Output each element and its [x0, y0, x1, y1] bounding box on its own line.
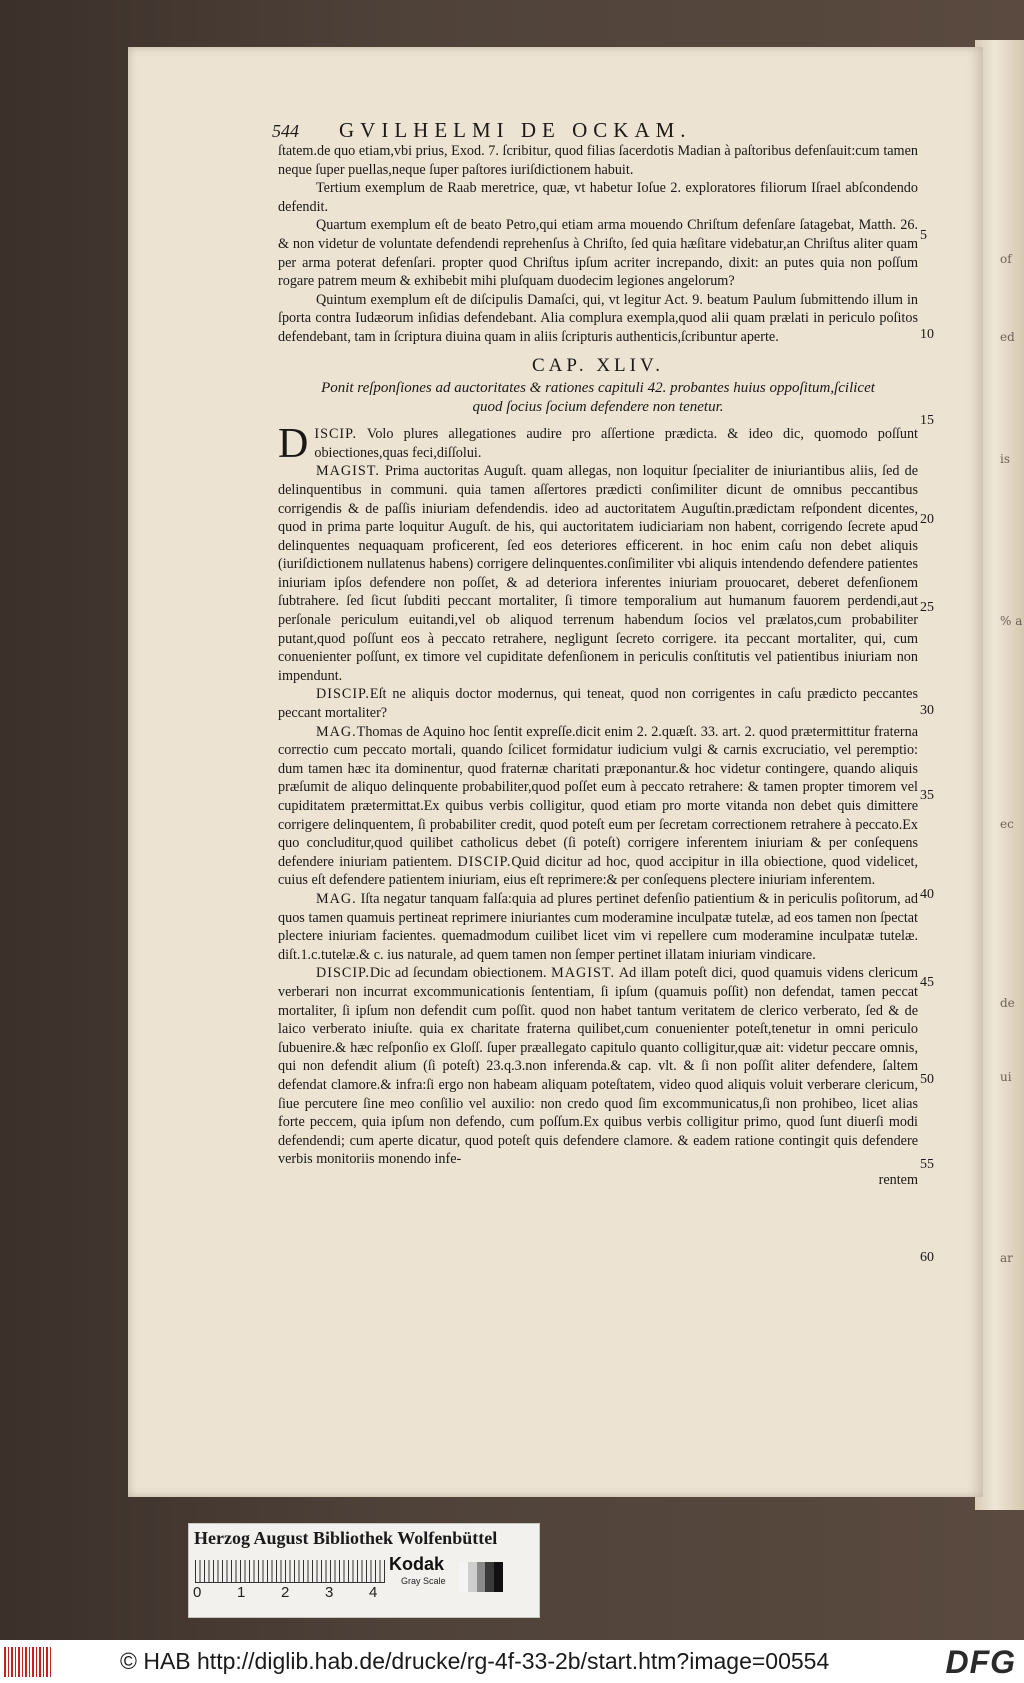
edge-number: de — [1000, 996, 1015, 1010]
dfg-logo: DFG — [945, 1644, 1016, 1680]
paragraph: DISCIP.Dic ad ſecundam obiectionem. MAGIST. Ad illam poteſt dici, quod quamuis videns clericum verberari non incurrat excommunicationis ſententiam, ſi ipſum (quamuis poſſit) non defendat, tamen peccat mortaliter, ſi ipſum non defendit cum poſſit. quod non habet tantum veritatem de clerico verberato, ſed & de laico verberato iniuſte. quia ex charitate fraterna quilibet,cum conuenienter poteſt,tenetur in omni periculo ſubuenire.& hæc reſponſio ex Gloſſ. ſuper præallegato capitulo quanto colligitur,quæ ait: videtur peccare omnis, qui non defendit alium (ſi poteſt) 23.q.3.non inferenda.& cap. vlt. & ſi non poſſit aliter defendere, ſaltem defendat clamore.& infra:ſi ergo non habeam aliquam poteſtatem, video quod aliquis voluit verberare clericum, ſiue percutere ſine meo conſilio vel auxilio: non credo quod ſim excommunicatus,ſi non prohibeo, licet alias forte peccem, quia ipſum non defendo, cum poſſum.Ex quibus verbis colligitur primo, quod ſunt diuerſi modi defendendi; cum aperte dicatur, quod poteſt quis defendere clamore. & eadem ratione contingit quis defendere verbis monitoriis monendo infe- — [278, 965, 919, 1168]
chapter-summary: Ponit reſponſiones ad auctoritates & rationes capituli 42. probantes huius oppoſitum,ſcilicet quod ſocius ſocium defendere non tenetur. — [321, 380, 875, 416]
paragraph: Tertium exemplum de Raab meretrice, quæ, vt habetur Ioſue 2. exploratores filiorum Iſrael abſcondendo defendit. — [278, 180, 918, 215]
footer-url[interactable]: © HAB http://diglib.hab.de/drucke/rg-4f-33-2b/start.htm?image=00554 — [120, 1648, 830, 1674]
line-number: 50 — [920, 1072, 934, 1087]
paragraph: MAG.Thomas de Aquino hoc ſentit expreſſe.dicit enim 2. 2.quæſt. 33. art. 2. quod prætermittitur fraterna correctio cum peccato mortali, quando ſcilicet formidatur iudicium vulgi & carnis excruciatio, vel peremptio: dum tamen hæc ita dominentur, quod fraternæ charitati præponantur.& hoc videtur contingere, quando aliquis præſumit de aliquo delinquente probabiliter,quod poſſet eum à peccato retrahere: & tamen propter timorem vel cupiditatem prætermittat.Ex quibus verbis colligitur, quod etiam pro morte vitanda non debet quis dimittere corrigere delinquentem, ſi probabiliter credit, quod poteſt eum per ſecretam correctionem retrahere à peccato.Ex quo concluditur,quod quilibet catholicus debet (ſi poteſt) corrigere inferentem iniuriam & per conſequens defendere iniuriam patientem. DISCIP.Quid dicitur ad hoc, quod accipitur in illa obiectione, quod videlicet, cuius eſt defendere patientem iniuriam, eius eſt reprimere:& per conſequens plectere iniuriam inferentem. — [278, 723, 918, 889]
edge-number: ui — [1000, 1070, 1012, 1084]
paragraph: DISCIP.Eſt ne aliquis doctor modernus, qui teneat, quod non corrigentes in caſu prædicto peccantes peccant mortaliter? — [278, 686, 918, 722]
edge-number: of — [1000, 252, 1012, 266]
edge-number: ar — [1000, 1251, 1013, 1265]
speaker-label: MAG. — [316, 723, 357, 740]
edge-number: ed — [1000, 330, 1015, 344]
chapter-heading: CAP. XLIV. — [531, 354, 665, 376]
paragraph: Quartum exemplum eſt de beato Petro,qui etiam arma mouendo Chriſtum defenſare ſatagebat, Matth. 26. & non videtur de voluntate defendendi reprehenſus à Chriſto, ſed quia hæſitare videbatur,an Chriſtus aliter quam per arma poterat defenſari. propter quod Chriſtus ipſum acriter increpando, dixit: an putes quia non poſſum rogare patrem meum & exhibebit mihi pluſquam duodecim legiones angelorum? — [278, 217, 918, 290]
speaker-label: ISCIP. — [314, 426, 358, 443]
ruler-number: 3 — [325, 1584, 334, 1601]
paragraph: MAGIST. Prima auctoritas Auguſt. quam allegas, non loquitur ſpecialiter de iniuriantibus aliis, ſed de delinquentibus in communi. quia tamen aſſertores prædicti conſimiliter dicunt de omnibus peccantibus corrigendis & de paſſis iniuriam defendendis. ideo ad auctoritatem Auguſtin.prædictam reſpondent dicentes, quod in prima parte loquitur Auguſt. de his, qui auctoritatem iudiciariam non habent, corrigendo ſecrete apud delinquentes nequaquam proficerent, ſed eos deteriores efficerent. in hoc enim caſu non debet aliquis (iuriſdictionem nullatenus habens) corrigere delinquentes.conſimiliter vbi aliquis intendendo defendere patientes iniuriam ipſos defendere non poſſet, & ad deteriora inferentes iniuriam prouocaret, deberet defenſionem ſubtrahere. ſed ſicut ſubditi peccant mortaliter, ſi timore temporalium aut humanum fauorem perdendi,aut perſonale periculum euitandi,vel ob aliquod terrenum habendum ſocios vel prælatos,cum probabiliter putant,quod poſſunt eos à peccato retrahere, negligunt ſecreto corrigere. ita peccant mortaliter, qui, cum conuenienter poſſunt, ex timore vel cupiditate defenſionem in periculis conſtitutis vel patientibus iniuriam non impendunt. — [278, 463, 918, 684]
line-number: 20 — [920, 512, 934, 527]
paragraph: MAG. Iſta negatur tanquam falſa:quia ad plures pertinet defenſio patientium & in periculis poſitorum, ad quos tamen quamuis pertineat reprimere iniuriantes cum moderamine inculpatæ tutelæ, ad eos tamen non ſpectat plectere iniuriam facientes. quemadmodum cuilibet licet vim vi repellere cum moderamine inculpatæ tutelæ. diſt.1.c.tutelæ.& c. ius naturale, ad quem tamen non ſemper pertinet illatam iniuriam vindicare. — [278, 890, 918, 963]
running-head — [272, 118, 922, 143]
line-number: 60 — [920, 1250, 934, 1265]
line-number: 15 — [920, 413, 934, 428]
speaker-label: MAGIST. — [551, 965, 616, 982]
gray-scale-label: Gray Scale — [401, 1576, 446, 1586]
speaker-label: DISCIP. — [316, 686, 370, 703]
line-number: 10 — [920, 327, 934, 342]
ruler-number: 1 — [237, 1584, 246, 1601]
color-calibration-card — [188, 1523, 540, 1618]
edge-number: ec — [1000, 817, 1014, 831]
footer-bar — [0, 1640, 1024, 1683]
drop-cap: D — [278, 421, 309, 468]
line-number: 55 — [920, 1157, 934, 1172]
line-number: 30 — [920, 703, 934, 718]
kodak-logo: Kodak — [389, 1554, 445, 1574]
line-number: 35 — [920, 788, 934, 803]
line-number: 25 — [920, 600, 934, 615]
line-number: 5 — [920, 228, 927, 243]
speaker-label: MAG. — [316, 890, 357, 907]
line-number: 40 — [920, 887, 934, 902]
paragraph: Quintum exemplum eſt de diſcipulis Damaſci, qui, vt legitur Act. 9. beatum Paulum ſubmittendo illum in ſporta contra Iudæorum inſidias defendebant. Alia complura exempla,quod alii quam prælati in periculo poſitos defendebant, tam in ſcriptura diuina quam in aliis ſcripturis authenticis,ſcribuntur aperte. — [278, 291, 918, 345]
edge-number: is — [1000, 452, 1010, 466]
ruler-number: 4 — [369, 1584, 378, 1601]
scale-ruler — [195, 1560, 385, 1583]
ruler-number: 0 — [193, 1584, 202, 1601]
gray-swatches — [459, 1562, 503, 1592]
line-number: 45 — [920, 975, 934, 990]
speaker-label: MAGIST. — [316, 463, 380, 480]
speaker-label: DISCIP. — [316, 965, 370, 982]
paragraph: DISCIP. Volo plures allegationes audire pro aſſertione prædicta. & ideo dic, quomodo poſſunt obiectiones,quas feci,diſſolui. — [278, 421, 918, 468]
edge-number: % a — [1000, 614, 1023, 628]
catchword: rentem — [878, 1171, 918, 1188]
ruler-number: 2 — [281, 1584, 290, 1601]
library-name: Herzog August Bibliothek Wolfenbüttel — [194, 1528, 498, 1548]
running-title: GVILHELMI DE OCKAM. — [339, 118, 692, 142]
barcode-icon — [4, 1647, 52, 1677]
main-text — [278, 142, 918, 1189]
speaker-label: DISCIP. — [457, 853, 512, 870]
folio-number: 544 — [272, 121, 299, 141]
paragraph: ſtatem.de quo etiam,vbi prius, Exod. 7. ſcribitur, quod filias ſacerdotis Madian à paſtoribus defenſauit:cum tamen neque ſuper puellas,neque ſuper paſtores iuriſdictionem habuit. — [278, 143, 918, 178]
